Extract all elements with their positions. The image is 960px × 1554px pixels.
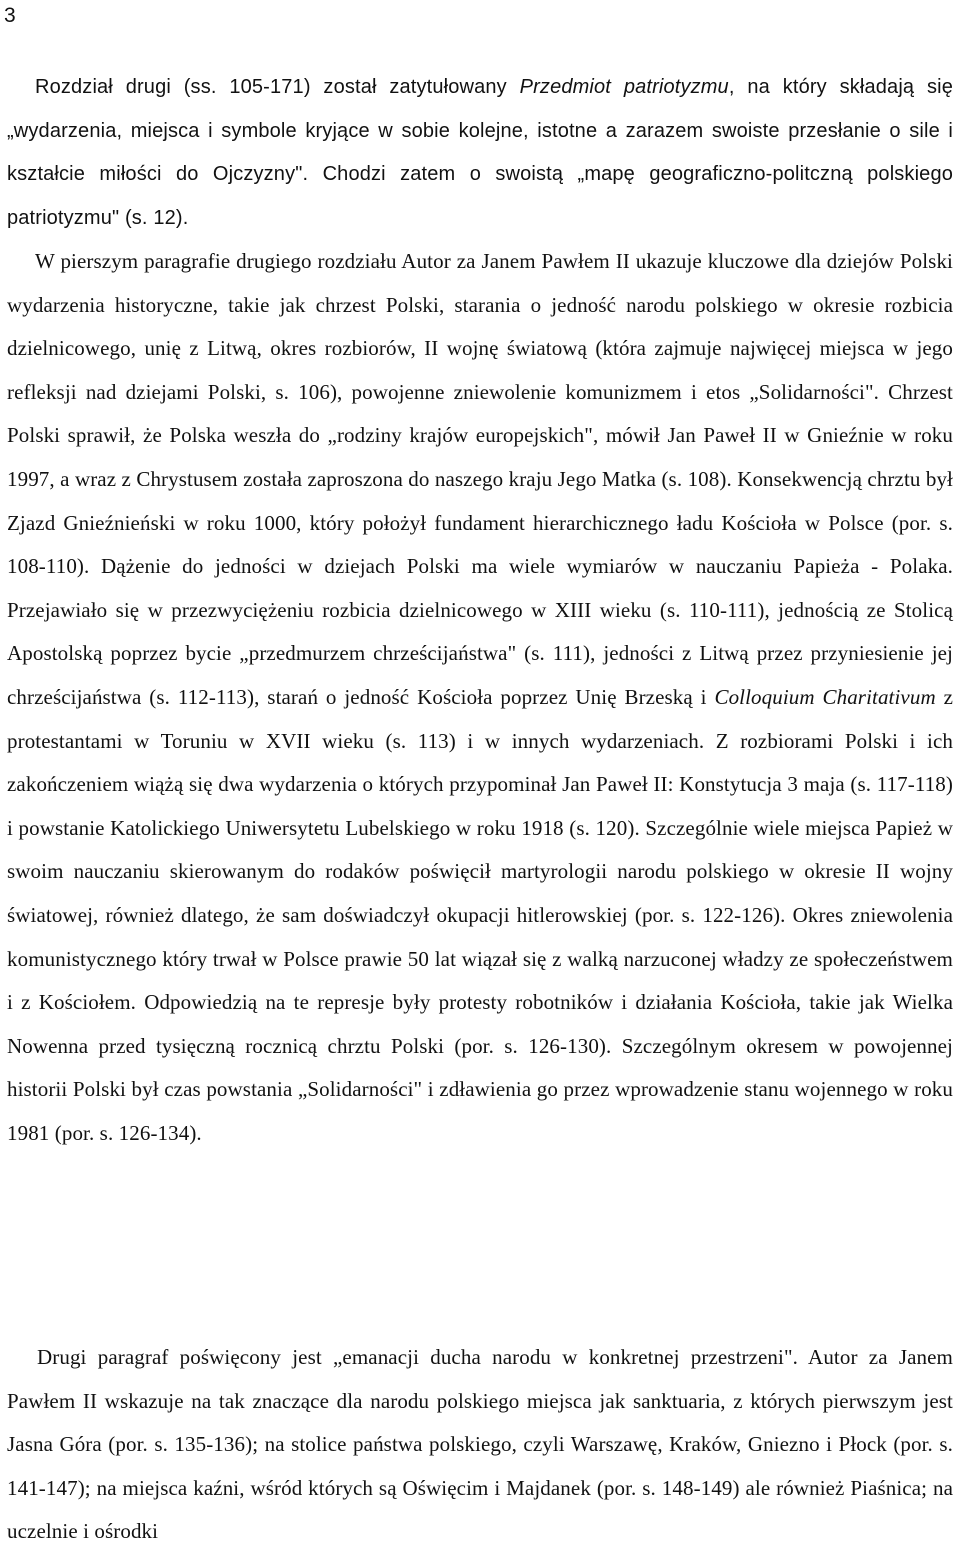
paragraph-text-start: W pierszym paragrafie drugiego rozdziału Autor za Janem Pawłem II ukazuje kluczowe dla dziejów Polski wydarzenia historyczne, takie jak chrzest Polski, starania o jedność narodu polskiego w okresie rozbicia dzielnicowego, unię z Litwą, okres rozbiorów, II wojnę światową (która zajmuje najwięcej miejsca w jego refleksji nad dziejami Polski, s. 106), powojenne zniewolenie komunizmem i etos „Solidarności". Chrzest Polski sprawił, że Polska weszła do „rodziny krajów europejskich", mówił Jan Paweł II w Gnieźnie w roku 1997, a wraz z Chrystusem została zaproszona do naszego kraju Jego Matka (s. 108). Konsekwencją chrztu był Zjazd Gnieźnieński w roku 1000, który położył fundament hierarchicznego ładu Kościoła w Polsce (por. s. 108-110). Dążenie do jedności w dziejach Polski ma wiele wymiarów w nauczaniu Papieża - Polaka. Przejawiało się w przezwyciężeniu rozbicia dzielnicowego w XIII wieku (s. 110-111), jednością ze Stolicą Apostolską poprzez bycie „przedmurzem chrześcijaństwa" (s. 111), jedności z Litwą przez przyniesienie jej chrześcijaństwa (s. 112-113), starań o jedność Kościoła poprzez Unię Brzeską i bbox=[7, 249, 953, 709]
paragraph-second-section: Drugi paragraf poświęcony jest „emanacji ducha narodu w konkretnej przestrzeni". Autor za Janem Pawłem II wskazuje na tak znaczące dla narodu polskiego miejsca jak sanktuaria, z których pierwszym jest Jasna Góra (por. s. 135-136); na stolice państwa polskiego, czyli Warszawę, Kraków, Gniezno i Płock (por. s. 141-147); na miejsca kaźni, wśród których są Oświęcim i Majdanek (por. s. 148-149) ale również Piaśnica; na uczelnie i ośrodki bbox=[7, 1345, 953, 1544]
page-number: 3 bbox=[4, 4, 16, 27]
colloquium-italic: Colloquium Charitativum bbox=[714, 684, 936, 709]
paragraph-first-section bbox=[7, 240, 953, 1155]
paragraph-text-start: Rozdział drugi (ss. 105-171) został zatytułowany bbox=[35, 76, 520, 98]
paragraph-text-end: z protestantami w Toruniu w XVII wieku (s. 113) i w innych wydarzeniach. Z rozbiorami Polski i ich zakończeniem wiążą się dwa wydarzenia o których przypominał Jan Paweł II: Konstytucja 3 maja (s. 117-118) i powstanie Katolickiego Uniwersytetu Lubelskiego w roku 1918 (s. 120). Szczególnie wiele miejsca Papież w swoim nauczaniu skierowanym do rodaków poświęcił martyrologii narodu polskiego w okresie II wojny światowej, również dlatego, że sam doświadczył okupacji hitlerowskiej (por. s. 122-126). Okres zniewolenia komunistycznego który trwał w Polsce prawie 50 lat wiązał się z walką narzuconej władzy ze społeczeństwem i z Kościołem. Odpowiedzią na te represje były protesty robotników i działania Kościoła, takie jak Wielka Nowenna przed tysięczną rocznicą chrztu Polski (por. s. 126-130). Szczególnym okresem w powojennej historii Polski był czas powstania „Solidarności" i zdławienia go przez wprowadzenie stanu wojennego w roku 1981 (por. s. 126-134). bbox=[7, 684, 953, 1145]
paragraph-text-end: , na który składają się „wydarzenia, miejsca i symbole kryjące w sobie kolejne, istotne a zarazem swoiste przesłanie o sile i kształcie miłości do Ojczyzny". Chodzi zatem o swoistą „mapę geograficzno-politczną polskiego patriotyzmu" (s. 12). bbox=[7, 76, 954, 229]
paragraph-chapter-two-intro bbox=[7, 66, 953, 240]
chapter-title-italic: Przedmiot patriotyzmu bbox=[519, 76, 729, 98]
